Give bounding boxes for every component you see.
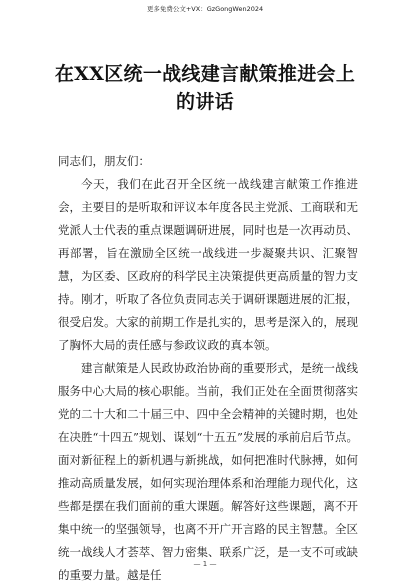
page-number: — 1 — [193, 560, 217, 568]
body-paragraph-2: 建言献策是人民政协政治协商的重要形式，是统一战线服务中心大局的核心职能。当前，我们正处在全面贯彻落实党的二十大和二十届三中、四中全会精神的关键时期，也处在决胜“十四五”规划、谋划“十五五”发展的承前启后节点。面对新征程上的新机遇与新挑战，如何把准时代脉搏，如何推动高质量发展，如何实现治理体系和治理能力现代化，这些都是摆在我们面前的重大课题。解答好这些课题，离不开集中统一的坚强领导，也离不开广开言路的民主智慧。全区统一战线人才荟萃、智力密集、联系广泛，是一支不可或缺的重要力量。越是任 [58, 361, 358, 582]
body-paragraph-1: 今天，我们在此召开全区统一战线建言献策工作推进会，主要目的是听取和评议本年度各民主党派、工商联和无党派人士代表的重点课题调研进展，同时也是一次再动员、再部署，旨在激励全区统一战线进一步凝聚共识、汇聚智慧，为区委、区政府的科学民主决策提供更高质量的智力支持。刚才，听取了各位负责同志关于调研课题进展的汇报，很受启发。大家的前期工作是扎实的，思考是深入的，展现了胸怀大局的责任感与参政议政的真本领。 [58, 177, 358, 352]
document-title: 在XX区统一战线建言献策推进会上的讲话 [54, 63, 356, 113]
document-body [58, 150, 358, 587]
page-header: 更多免费公文+VX：GzGongWen2024 [146, 5, 264, 13]
greeting-line: 同志们，朋友们： [58, 154, 150, 168]
